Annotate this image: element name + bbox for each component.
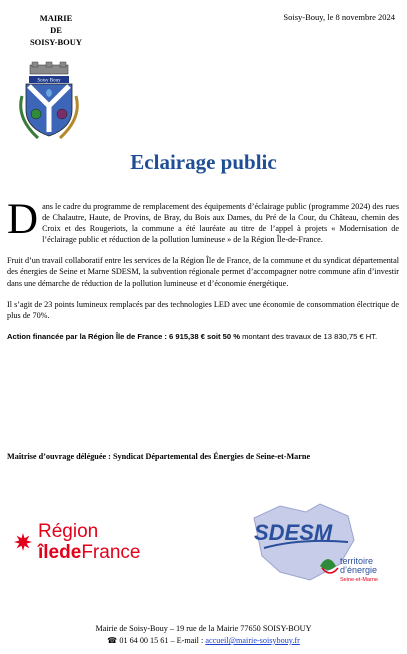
funding-amount: Action financée par la Région Île de France : 6 915,38 € soit 50 %: [7, 331, 240, 341]
date-line: Soisy-Bouy, le 8 novembre 2024: [283, 12, 395, 22]
region-ile-de-france-logo: [12, 516, 172, 562]
svg-text:îledeFrance: [37, 542, 140, 563]
footer-contact: [0, 635, 407, 647]
sdesm-departement: Seine-et-Marne: [340, 577, 378, 583]
sdesm-energie: d’énergie: [340, 565, 378, 575]
delegated-owner-line: Maîtrise d’ouvrage déléguée : Syndicat Départemental des Énergies de Seine-et-Marne: [7, 452, 311, 461]
drop-cap: D: [7, 196, 39, 243]
org-line: MAIRIE: [39, 13, 73, 23]
org-line: DE: [50, 25, 62, 35]
email-link[interactable]: accueil@mairie-soisybouy.fr: [205, 636, 300, 645]
page-title: Eclairage public: [130, 150, 277, 174]
region-word: Région: [38, 521, 99, 542]
footer-address: Mairie de Soisy-Bouy – 19 rue de la Mairie 77650 SOISY-BOUY: [95, 624, 312, 633]
region-ile-de: îlede: [38, 542, 82, 563]
funding-rest: montant des travaux de 13 830,75 € HT.: [239, 331, 378, 341]
sdesm-logo: [250, 500, 378, 586]
sdesm-territoire: territoire: [340, 556, 374, 566]
footer: [0, 623, 407, 647]
funding-line: [7, 331, 399, 342]
crest-banner-text: Soisy Bouy: [37, 78, 61, 84]
mairie-name-block: [20, 12, 92, 48]
sdesm-name: SDESM: [254, 520, 333, 545]
article-body: [7, 196, 399, 352]
paragraph: Fruit d’un travail collaboratif entre les services de la Région Île de France, de la commune et du syndicat départemental des énergies de Seine et Marne SDESM, la subvention régionale permet d’accompagner notre commune afin d’investir dans une démarche de réduction de la pollution lumineuse et d’économie énergétique.: [7, 256, 399, 288]
coat-of-arms-icon: [16, 62, 82, 142]
paragraph-text: ans le cadre du programme de remplacement des équipements d’éclairage public (programme 2024) des rues de Chalautre, Haute, de Provins, de Bray, du Bois aux Dames, du Pré de la Cour, du Château, chemin des Croix et des Rougeriots, la commune a été lauréate au titre de l’appel à projets « Modernisation de l’éclairage public et réduction de la pollution lumineuse » de la Région Île-de-France.: [42, 202, 399, 245]
footer-phone: ☎ 01 64 00 15 61 – E-mail :: [107, 636, 206, 645]
region-france: France: [81, 542, 141, 563]
org-line: SOISY-BOUY: [29, 37, 83, 47]
paragraph: Il s’agit de 23 points lumineux remplacés par des technologies LED avec une économie de consommation électrique de plus de 70%.: [7, 299, 399, 320]
paragraph: [7, 196, 399, 245]
